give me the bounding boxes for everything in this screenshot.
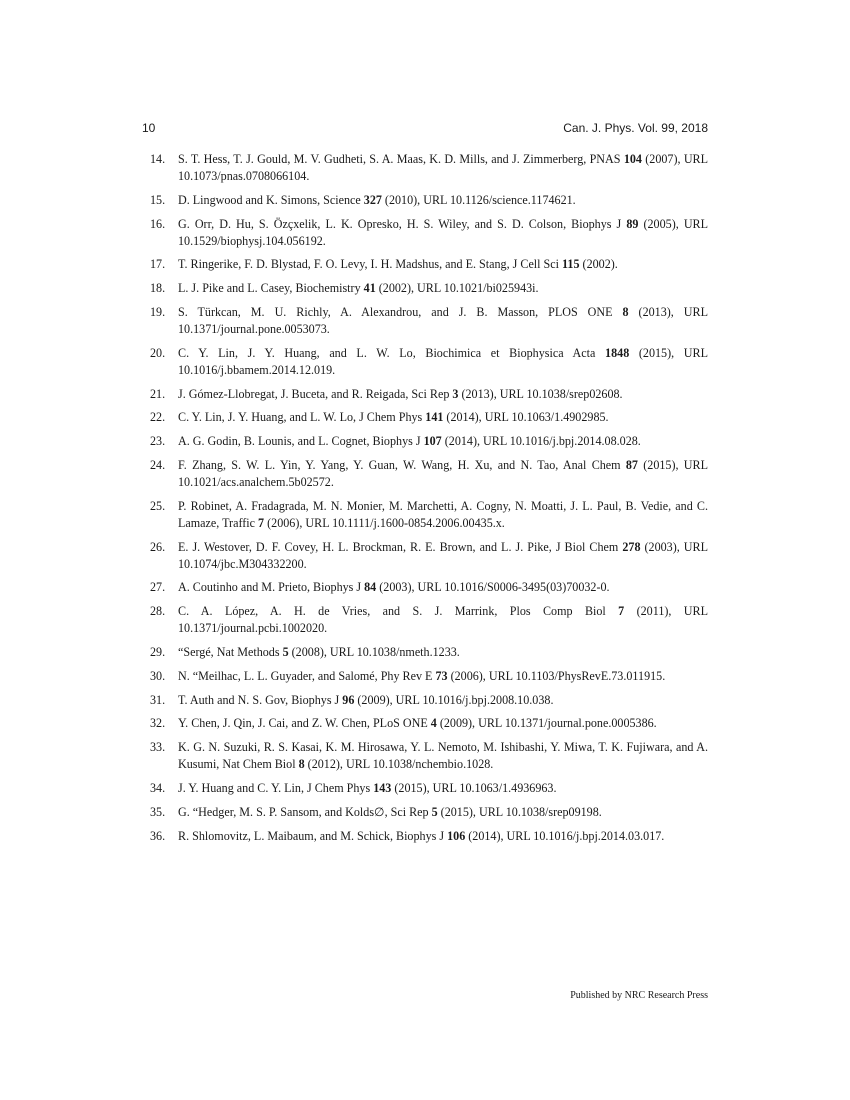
reference-year-url: (2015), URL 10.1038/srep09198. bbox=[437, 804, 602, 819]
reference-authors-journal: “Sergé, Nat Methods bbox=[178, 644, 283, 659]
reference-item bbox=[142, 603, 708, 637]
page-number: 10 bbox=[142, 121, 156, 135]
reference-number: 18. bbox=[150, 281, 166, 296]
reference-item bbox=[142, 256, 708, 273]
reference-year-url: (2013), URL 10.1038/srep02608. bbox=[458, 386, 623, 401]
reference-volume: 8 bbox=[298, 757, 305, 772]
reference-year-url: (2008), URL 10.1038/nmeth.1233. bbox=[288, 644, 460, 659]
reference-year-url: (2015), URL 10.1021/acs.analchem.5b02572. bbox=[178, 457, 708, 489]
reference-volume: 73 bbox=[435, 668, 448, 683]
reference-year-url: (2006), URL 10.1111/j.1600-0854.2006.00435.x. bbox=[264, 515, 505, 530]
reference-item bbox=[142, 433, 708, 450]
journal-citation: Can. J. Phys. Vol. 99, 2018 bbox=[563, 121, 708, 135]
reference-authors-journal: C. Y. Lin, J. Y. Huang, and L. W. Lo, Biochimica et Biophysica Acta bbox=[178, 345, 606, 360]
reference-item bbox=[142, 498, 708, 532]
reference-volume: 143 bbox=[373, 780, 392, 795]
reference-year-url: (2010), URL 10.1126/science.1174621. bbox=[381, 192, 576, 207]
reference-number: 25. bbox=[150, 498, 166, 513]
reference-text bbox=[178, 434, 641, 448]
reference-volume: 5 bbox=[282, 644, 289, 659]
reference-item bbox=[142, 457, 708, 491]
reference-number: 17. bbox=[150, 257, 166, 272]
reference-volume: 7 bbox=[258, 515, 265, 530]
page-header bbox=[142, 121, 708, 137]
reference-authors-journal: P. Robinet, A. Fradagrada, M. N. Monier, M. Marchetti, A. Cogny, N. Moatti, J. L. Paul, B. Vedie, and C. Lamaze, Traffic bbox=[178, 498, 708, 530]
reference-authors-journal: E. J. Westover, D. F. Covey, H. L. Brockman, R. E. Brown, and L. J. Pike, J Biol Chem bbox=[178, 539, 623, 554]
reference-number: 21. bbox=[150, 386, 166, 401]
reference-text bbox=[178, 410, 609, 424]
reference-year-url: (2002), URL 10.1021/bi025943i. bbox=[375, 281, 539, 296]
reference-volume: 106 bbox=[447, 828, 466, 843]
reference-number: 34. bbox=[150, 780, 166, 795]
reference-item bbox=[142, 280, 708, 297]
reference-number: 22. bbox=[150, 410, 166, 425]
reference-volume: 115 bbox=[562, 257, 580, 272]
reference-item bbox=[142, 409, 708, 426]
reference-text bbox=[178, 604, 708, 635]
reference-volume: 8 bbox=[622, 304, 629, 319]
reference-text bbox=[178, 580, 610, 594]
reference-year-url: (2015), URL 10.1063/1.4936963. bbox=[391, 780, 557, 795]
reference-authors-journal: Y. Chen, J. Qin, J. Cai, and Z. W. Chen, PLoS ONE bbox=[178, 716, 431, 731]
reference-number: 33. bbox=[150, 740, 166, 755]
reference-number: 19. bbox=[150, 304, 166, 319]
reference-year-url: (2014), URL 10.1063/1.4902985. bbox=[443, 410, 609, 425]
reference-text bbox=[178, 805, 602, 819]
reference-year-url: (2012), URL 10.1038/nchembio.1028. bbox=[304, 757, 494, 772]
reference-authors-journal: D. Lingwood and K. Simons, Science bbox=[178, 192, 364, 207]
reference-year-url: (2015), URL 10.1016/j.bbamem.2014.12.019. bbox=[178, 345, 708, 377]
reference-authors-journal: A. G. Godin, B. Lounis, and L. Cognet, Biophys J bbox=[178, 434, 424, 449]
reference-item bbox=[142, 539, 708, 573]
reference-item bbox=[142, 216, 708, 250]
reference-year-url: (2003), URL 10.1074/jbc.M304332200. bbox=[178, 539, 708, 571]
reference-number: 14. bbox=[150, 152, 166, 166]
reference-item bbox=[142, 715, 708, 732]
reference-text bbox=[178, 781, 557, 795]
reference-item bbox=[142, 828, 708, 845]
reference-number: 20. bbox=[150, 345, 166, 360]
reference-authors-journal: C. A. López, A. H. de Vries, and S. J. Marrink, Plos Comp Biol bbox=[178, 604, 619, 619]
reference-authors-journal: A. Coutinho and M. Prieto, Biophys J bbox=[178, 580, 365, 595]
reference-item bbox=[142, 345, 708, 379]
reference-item bbox=[142, 780, 708, 797]
reference-item bbox=[142, 192, 708, 209]
reference-volume: 4 bbox=[430, 716, 437, 731]
reference-volume: 5 bbox=[431, 804, 438, 819]
reference-text bbox=[178, 499, 708, 530]
reference-number: 35. bbox=[150, 804, 166, 819]
reference-authors-journal: G. “Hedger, M. S. P. Sansom, and Kolds∅, Sci Rep bbox=[178, 804, 432, 819]
reference-text bbox=[178, 387, 623, 401]
reference-item bbox=[142, 804, 708, 821]
reference-authors-journal: T. Auth and N. S. Gov, Biophys J bbox=[178, 692, 343, 707]
reference-year-url: (2009), URL 10.1371/journal.pone.0005386. bbox=[436, 716, 657, 731]
publisher-footer: Published by NRC Research Press bbox=[570, 990, 708, 1001]
reference-item bbox=[142, 151, 708, 185]
reference-item bbox=[142, 668, 708, 685]
reference-year-url: (2002). bbox=[579, 257, 618, 272]
reference-authors-journal: C. Y. Lin, J. Y. Huang, and L. W. Lo, J Chem Phys bbox=[178, 410, 426, 425]
reference-number: 31. bbox=[150, 692, 166, 707]
reference-authors-journal: J. Y. Huang and C. Y. Lin, J Chem Phys bbox=[178, 780, 374, 795]
reference-text bbox=[178, 693, 553, 707]
reference-item bbox=[142, 644, 708, 661]
reference-number: 26. bbox=[150, 539, 166, 554]
reference-volume: 107 bbox=[423, 434, 442, 449]
reference-authors-journal: J. Gómez-Llobregat, J. Buceta, and R. Reigada, Sci Rep bbox=[178, 386, 453, 401]
reference-item bbox=[142, 386, 708, 403]
reference-volume: 87 bbox=[625, 457, 638, 472]
reference-volume: 278 bbox=[622, 539, 641, 554]
reference-year-url: (2013), URL 10.1371/journal.pone.0053073. bbox=[178, 304, 708, 336]
reference-number: 29. bbox=[150, 644, 166, 659]
reference-authors-journal: S. T. Hess, T. J. Gould, M. V. Gudheti, S. A. Maas, K. D. Mills, and J. Zimmerberg, PNAS bbox=[178, 152, 624, 166]
reference-authors-journal: L. J. Pike and L. Casey, Biochemistry bbox=[178, 281, 364, 296]
reference-authors-journal: T. Ringerike, F. D. Blystad, F. O. Levy, I. H. Madshus, and E. Stang, J Cell Sci bbox=[178, 257, 563, 272]
reference-text bbox=[178, 716, 657, 730]
reference-number: 30. bbox=[150, 668, 166, 683]
reference-year-url: (2005), URL 10.1529/biophysj.104.056192. bbox=[178, 216, 709, 248]
reference-year-url: (2014), URL 10.1016/j.bpj.2014.03.017. bbox=[465, 828, 665, 843]
reference-authors-journal: N. “Meilhac, L. L. Guyader, and Salomé, Phy Rev E bbox=[178, 668, 436, 683]
reference-volume: 104 bbox=[623, 152, 642, 166]
reference-year-url: (2006), URL 10.1103/PhysRevE.73.011915. bbox=[447, 668, 666, 683]
reference-list bbox=[142, 151, 708, 851]
reference-volume: 141 bbox=[425, 410, 444, 425]
reference-volume: 1848 bbox=[605, 345, 630, 360]
reference-authors-journal: S. Türkcan, M. U. Richly, A. Alexandrou, and J. B. Masson, PLOS ONE bbox=[178, 304, 623, 319]
reference-number: 28. bbox=[150, 604, 166, 619]
reference-number: 32. bbox=[150, 716, 166, 731]
reference-text bbox=[178, 645, 460, 659]
reference-authors-journal: G. Orr, D. Hu, S. Özçxelik, L. K. Opresko, H. S. Wiley, and S. D. Colson, Biophys J bbox=[178, 216, 627, 231]
reference-volume: 3 bbox=[452, 386, 459, 401]
reference-text bbox=[178, 669, 665, 683]
reference-item bbox=[142, 739, 708, 773]
reference-year-url: (2003), URL 10.1016/S0006-3495(03)70032-0. bbox=[376, 580, 610, 595]
reference-year-url: (2009), URL 10.1016/j.bpj.2008.10.038. bbox=[354, 692, 554, 707]
reference-number: 23. bbox=[150, 434, 166, 449]
reference-number: 16. bbox=[150, 216, 166, 231]
reference-volume: 89 bbox=[626, 216, 639, 231]
reference-authors-journal: K. G. N. Suzuki, R. S. Kasai, K. M. Hirosawa, Y. L. Nemoto, M. Ishibashi, Y. Miwa, T. K. Fujiwara, and A. Kusumi, Nat Chem Biol bbox=[178, 740, 708, 772]
reference-text bbox=[178, 829, 664, 843]
reference-item bbox=[142, 304, 708, 338]
reference-text bbox=[178, 257, 618, 271]
reference-authors-journal: F. Zhang, S. W. L. Yin, Y. Yang, Y. Guan, W. Wang, H. Xu, and N. Tao, Anal Chem bbox=[178, 457, 626, 472]
reference-text bbox=[178, 305, 708, 336]
reference-volume: 96 bbox=[342, 692, 355, 707]
reference-text bbox=[178, 217, 708, 248]
reference-item bbox=[142, 579, 708, 596]
reference-text bbox=[178, 152, 708, 183]
reference-volume: 7 bbox=[618, 604, 625, 619]
reference-year-url: (2014), URL 10.1016/j.bpj.2014.08.028. bbox=[441, 434, 641, 449]
reference-text bbox=[178, 346, 708, 377]
reference-text bbox=[178, 281, 539, 295]
reference-text bbox=[178, 458, 708, 489]
reference-year-url: (2007), URL 10.1073/pnas.0708066104. bbox=[178, 152, 709, 183]
reference-text bbox=[178, 740, 708, 771]
reference-authors-journal: R. Shlomovitz, L. Maibaum, and M. Schick, Biophys J bbox=[178, 828, 448, 843]
reference-volume: 41 bbox=[363, 281, 376, 296]
reference-text bbox=[178, 193, 576, 207]
reference-volume: 327 bbox=[363, 192, 382, 207]
reference-text bbox=[178, 540, 708, 571]
reference-item bbox=[142, 692, 708, 709]
reference-number: 27. bbox=[150, 580, 166, 595]
reference-volume: 84 bbox=[364, 580, 377, 595]
reference-year-url: (2011), URL 10.1371/journal.pcbi.1002020. bbox=[178, 604, 708, 636]
reference-number: 36. bbox=[150, 828, 166, 843]
reference-number: 24. bbox=[150, 457, 166, 472]
reference-number: 15. bbox=[150, 192, 166, 207]
